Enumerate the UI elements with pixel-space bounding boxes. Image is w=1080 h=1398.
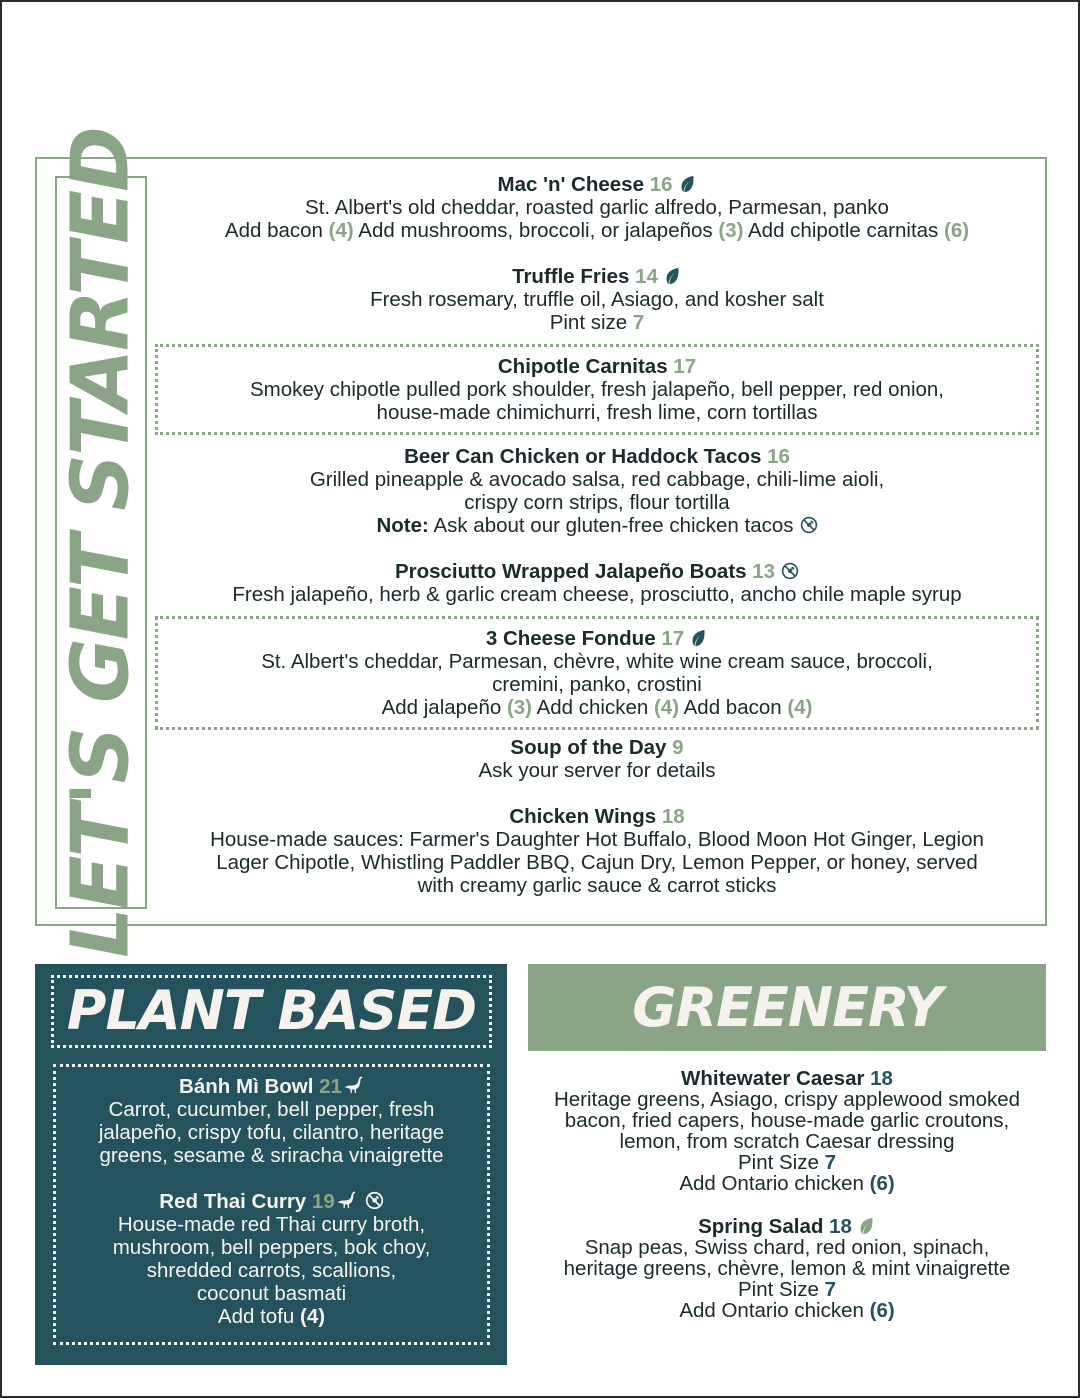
item-description: St. Albert's old cheddar, roasted garlic alfredo, Parmesan, panko	[305, 196, 889, 219]
item-description: House-made red Thai curry broth,	[117, 1213, 426, 1236]
item-description: Snap peas, Swiss chard, red onion, spinach,	[584, 1236, 990, 1259]
item-description: cremini, panko, crostini	[492, 673, 702, 696]
vegan-dinosaur-icon	[344, 1075, 364, 1095]
item-description: Heritage greens, Asiago, crispy applewood smoked	[553, 1088, 1021, 1111]
item-description: Carrot, cucumber, bell pepper, fresh	[108, 1098, 435, 1121]
item-description: with creamy garlic sauce & carrot sticks	[417, 874, 777, 897]
item-description: lemon, from scratch Caesar dressing	[619, 1130, 955, 1153]
item-price: 16	[649, 173, 673, 196]
item-description: shredded carrots, scallions,	[146, 1259, 397, 1282]
item-name: Chipotle Carnitas	[497, 355, 668, 378]
starters-title: LET'S GET STARTED	[54, 127, 147, 958]
greenery-list	[520, 1068, 1054, 1321]
menu-item-cheese-fondue	[155, 616, 1039, 730]
plant-based-title-box	[51, 975, 492, 1048]
greenery-title-banner	[528, 964, 1046, 1051]
menu-item-tacos	[167, 445, 1027, 537]
menu-item-whitewater-caesar	[520, 1068, 1054, 1194]
menu-item-chipotle-carnitas	[155, 344, 1039, 435]
item-addons: Add jalapeño (3) Add chicken (4) Add bacon (4)	[381, 696, 813, 719]
item-price: 17	[661, 627, 685, 650]
item-addons: Add Ontario chicken (6)	[679, 1299, 895, 1322]
menu-item-soup-of-the-day	[167, 736, 1027, 782]
item-price: 18	[870, 1067, 893, 1090]
item-price: 21	[319, 1075, 342, 1098]
item-note: Note: Ask about our gluten-free chicken tacos	[167, 514, 1027, 537]
menu-item-red-thai-curry	[56, 1190, 487, 1328]
item-price: 19	[311, 1190, 335, 1213]
greenery-title: GREENERY	[632, 976, 942, 1039]
item-name: Chicken Wings	[509, 805, 657, 828]
vegetarian-leaf-icon	[664, 267, 682, 285]
menu-item-jalapeno-boats	[167, 560, 1027, 606]
item-price: 16	[767, 445, 790, 468]
item-name: Prosciutto Wrapped Jalapeño Boats	[394, 560, 747, 583]
item-name: Soup of the Day	[510, 736, 667, 759]
item-description: heritage greens, chèvre, lemon & mint vinaigrette	[563, 1257, 1011, 1280]
menu-item-truffle-fries	[167, 265, 1027, 334]
item-price: 9	[672, 736, 684, 759]
item-description: St. Albert's cheddar, Parmesan, chèvre, white wine cream sauce, broccoli,	[261, 650, 933, 673]
item-addons: Add bacon (4) Add mushrooms, broccoli, or jalapeños (3) Add chipotle carnitas (6)	[224, 219, 970, 242]
item-price: 18	[661, 805, 685, 828]
item-description: Grilled pineapple & avocado salsa, red cabbage, chili-lime aioli,	[309, 468, 885, 491]
item-description: Fresh jalapeño, herb & garlic cream cheese, prosciutto, ancho chile maple syrup	[232, 583, 962, 606]
item-description: Ask your server for details	[478, 759, 716, 782]
item-price: 14	[635, 265, 658, 288]
item-extra: Pint size 7	[549, 311, 645, 334]
gluten-free-icon	[365, 1191, 384, 1210]
plant-based-section	[35, 964, 507, 1365]
item-addons: Add Ontario chicken (6)	[679, 1172, 895, 1195]
item-description: Fresh rosemary, truffle oil, Asiago, and kosher salt	[370, 288, 824, 311]
vegetarian-leaf-icon	[858, 1217, 876, 1235]
item-price: 13	[752, 560, 776, 583]
vegetarian-leaf-icon	[690, 629, 708, 647]
vegetarian-leaf-icon	[679, 175, 697, 193]
item-name: Bánh Mì Bowl	[179, 1075, 314, 1098]
item-description: House-made sauces: Farmer's Daughter Hot Buffalo, Blood Moon Hot Ginger, Legion	[210, 828, 984, 851]
item-extra: Pint Size 7	[737, 1278, 836, 1301]
item-name: Beer Can Chicken or Haddock Tacos	[404, 445, 762, 468]
menu-item-banh-mi-bowl	[56, 1075, 487, 1167]
starters-section	[35, 127, 1047, 958]
item-name: Whitewater Caesar	[681, 1067, 865, 1090]
item-price: 17	[673, 355, 697, 378]
starters-list	[167, 173, 1027, 897]
item-description: bacon, fried capers, house-made garlic croutons,	[564, 1109, 1010, 1132]
item-description: house-made chimichurri, fresh lime, corn tortillas	[376, 401, 818, 424]
plant-based-list	[53, 1064, 490, 1345]
gluten-free-icon	[800, 516, 818, 534]
item-description: crispy corn strips, flour tortilla	[464, 491, 730, 514]
menu-item-spring-salad	[520, 1216, 1054, 1321]
vegan-dinosaur-icon	[337, 1190, 357, 1210]
item-addons: Add tofu (4)	[217, 1305, 326, 1328]
item-description: Lager Chipotle, Whistling Paddler BBQ, Cajun Dry, Lemon Pepper, or honey, served	[216, 851, 978, 874]
gluten-free-icon	[781, 562, 799, 580]
item-description: jalapeño, crispy tofu, cilantro, heritage	[98, 1121, 445, 1144]
item-name: Red Thai Curry	[159, 1190, 307, 1213]
item-name: Truffle Fries	[512, 265, 630, 288]
plant-based-title: PLANT BASED	[66, 979, 477, 1042]
item-description: greens, sesame & sriracha vinaigrette	[99, 1144, 444, 1167]
item-description: coconut basmati	[196, 1282, 347, 1305]
item-price: 18	[829, 1215, 852, 1238]
item-name: 3 Cheese Fondue	[485, 627, 656, 650]
item-description: mushroom, bell peppers, bok choy,	[112, 1236, 431, 1259]
item-description: Smokey chipotle pulled pork shoulder, fresh jalapeño, bell pepper, red onion,	[249, 378, 945, 401]
item-name: Spring Salad	[698, 1215, 824, 1238]
menu-item-chicken-wings	[167, 805, 1027, 897]
starters-title-box	[54, 127, 147, 958]
menu-item-mac-n-cheese	[167, 173, 1027, 242]
item-extra: Pint Size 7	[737, 1151, 836, 1174]
item-name: Mac 'n' Cheese	[497, 173, 644, 196]
